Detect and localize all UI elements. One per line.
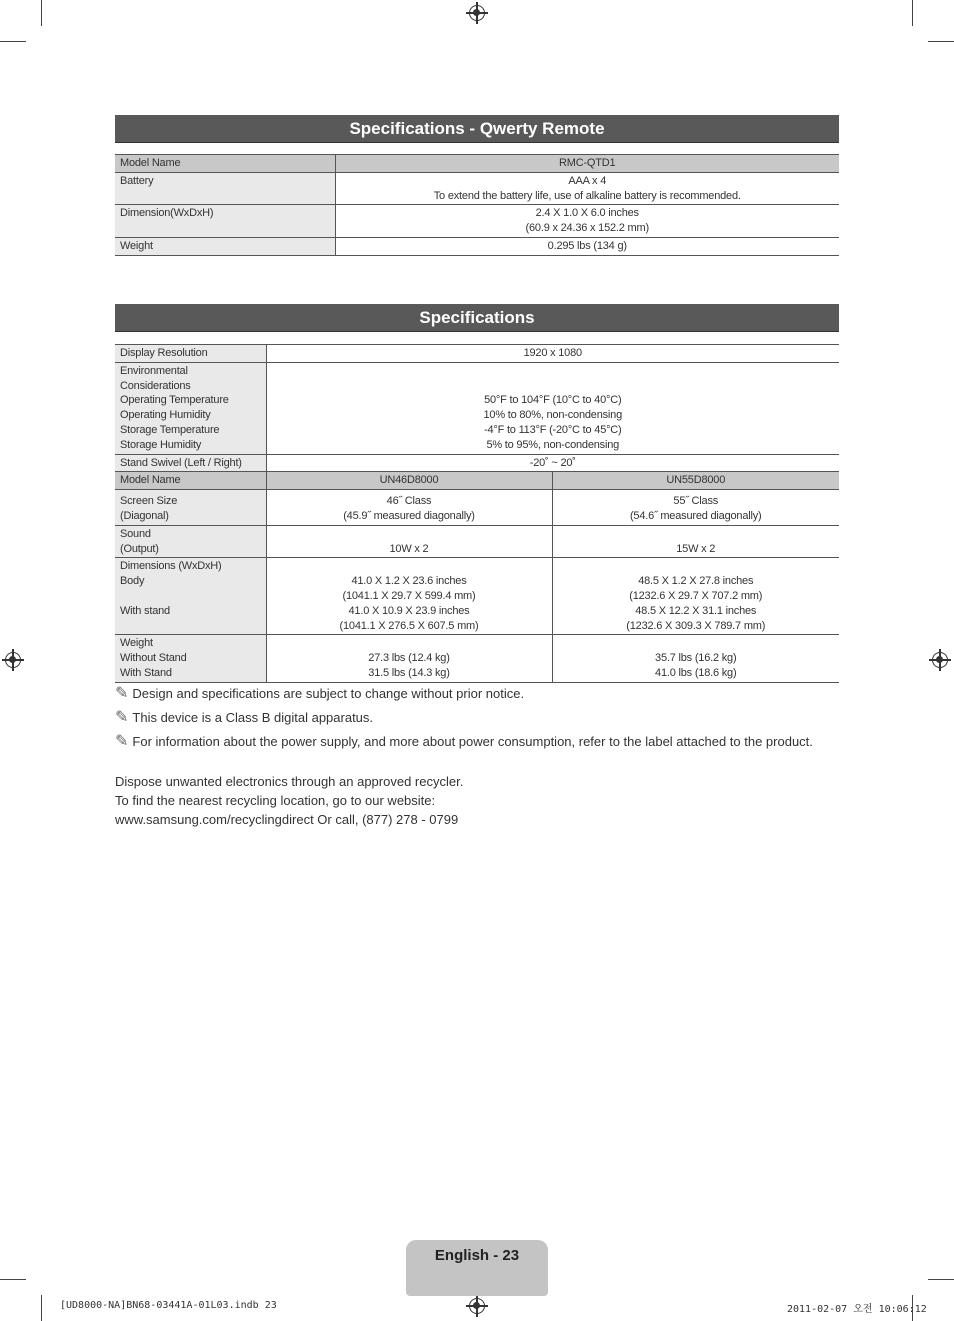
label-line: (Diagonal) xyxy=(120,509,169,522)
table-row xyxy=(115,454,839,472)
value-line: -4°F to 113°F (-20°C to 45°C) xyxy=(483,423,622,436)
label-line: Environmental Considerations xyxy=(120,364,191,392)
registration-mark-icon xyxy=(932,652,948,668)
table-row xyxy=(115,490,839,526)
label-line: Sound xyxy=(120,527,151,540)
value-line: 2.4 X 1.0 X 6.0 inches xyxy=(535,207,639,220)
table-row xyxy=(115,345,839,363)
crop-mark xyxy=(928,1279,954,1280)
label-line: Operating Humidity xyxy=(120,409,211,422)
row-value xyxy=(335,172,839,205)
table-row xyxy=(115,205,839,238)
registration-mark-icon xyxy=(5,652,21,668)
row-value: 1920 x 1080 xyxy=(266,345,839,363)
row-label xyxy=(115,490,266,526)
label-line: Without Stand xyxy=(120,652,187,665)
row-label: Battery xyxy=(115,172,335,205)
value-line: 5% to 95%, non-condensing xyxy=(486,438,620,451)
note-text: Design and specifications are subject to change without prior notice. xyxy=(132,686,525,701)
remote-spec-title: Specifications - Qwerty Remote xyxy=(115,115,839,143)
value-line: (60.9 x 24.36 x 152.2 mm) xyxy=(525,222,649,235)
row-label: Model Name xyxy=(115,155,335,173)
value-line: 10% to 80%, non-condensing xyxy=(483,409,622,422)
model-b-value xyxy=(552,558,839,635)
spec-table xyxy=(115,344,839,683)
value-line: (45.9˝ measured diagonally) xyxy=(343,509,475,522)
spec-title: Specifications xyxy=(115,304,839,332)
remote-spec-table xyxy=(115,154,839,256)
value-line: 35.7 lbs (16.2 kg) xyxy=(655,652,737,665)
table-row xyxy=(115,172,839,205)
value-line: 41.0 lbs (18.6 kg) xyxy=(655,666,737,679)
label-line: Weight xyxy=(120,637,153,650)
label-line: (Output) xyxy=(120,542,159,555)
model-b-value: 15W x 2 xyxy=(552,525,839,558)
row-label xyxy=(115,635,266,682)
table-row xyxy=(115,237,839,255)
pencil-icon: ✎ xyxy=(115,685,129,702)
table-row xyxy=(115,635,839,682)
row-label xyxy=(115,362,266,454)
value-line: 55˝ Class xyxy=(673,495,719,508)
label-line: Storage Temperature xyxy=(120,423,220,436)
model-a-value xyxy=(266,635,552,682)
value-line: (1041.1 X 276.5 X 607.5 mm) xyxy=(339,619,479,632)
model-b: UN55D8000 xyxy=(552,472,839,490)
crop-mark xyxy=(41,1295,42,1321)
value-line: (1232.6 X 309.3 X 789.7 mm) xyxy=(626,619,766,632)
row-value xyxy=(266,362,839,454)
value-line: (54.6˝ measured diagonally) xyxy=(629,509,762,522)
dispose-line: To find the nearest recycling location, go to our website: xyxy=(115,793,436,808)
label-line: With stand xyxy=(120,604,170,617)
crop-mark xyxy=(928,41,954,42)
value-line: 41.0 X 10.9 X 23.9 inches xyxy=(348,604,470,617)
row-label: Dimension(WxDxH) xyxy=(115,205,335,238)
row-label: Weight xyxy=(115,237,335,255)
label-line: With Stand xyxy=(120,666,172,679)
registration-mark-icon xyxy=(469,5,485,21)
table-row xyxy=(115,472,839,490)
model-b-value xyxy=(552,490,839,526)
table-row xyxy=(115,362,839,454)
value-line: (1041.1 X 29.7 X 599.4 mm) xyxy=(342,589,476,602)
row-value: 0.295 lbs (134 g) xyxy=(335,237,839,255)
crop-mark xyxy=(41,0,42,26)
slug-right: 2011-02-07 오전 10:06:12 xyxy=(787,1304,927,1315)
value-line: 48.5 X 1.2 X 27.8 inches xyxy=(638,575,754,588)
table-row xyxy=(115,155,839,173)
note-item xyxy=(115,707,855,731)
model-a-value: 10W x 2 xyxy=(266,525,552,558)
row-value: RMC-QTD1 xyxy=(335,155,839,173)
note-text: For information about the power supply, and more about power consumption, refer to the label attached to the product. xyxy=(132,734,813,749)
value-line: 46˝ Class xyxy=(386,495,432,508)
value-line: AAA x 4 xyxy=(568,174,607,187)
model-b-value xyxy=(552,635,839,682)
value-line: 31.5 lbs (14.3 kg) xyxy=(368,666,450,679)
crop-mark xyxy=(0,41,26,42)
table-row xyxy=(115,558,839,635)
model-a-value xyxy=(266,558,552,635)
label-line: Screen Size xyxy=(120,495,178,508)
value-line: (1232.6 X 29.7 X 707.2 mm) xyxy=(629,589,763,602)
dispose-info xyxy=(115,772,463,829)
page-number-badge: English - 23 xyxy=(406,1240,548,1296)
value-line: 50°F to 104°F (10°C to 40°C) xyxy=(484,394,622,407)
label-line: Body xyxy=(120,575,145,588)
pencil-icon: ✎ xyxy=(115,709,129,726)
row-label: Stand Swivel (Left / Right) xyxy=(115,454,266,472)
row-label: Model Name xyxy=(115,472,266,490)
value-line: 41.0 X 1.2 X 23.6 inches xyxy=(351,575,467,588)
value-line: To extend the battery life, use of alkaline battery is recommended. xyxy=(433,189,741,202)
slug-left: [UD8000-NA]BN68-03441A-01L03.indb 23 xyxy=(60,1300,277,1311)
model-a: UN46D8000 xyxy=(266,472,552,490)
note-item xyxy=(115,683,855,707)
row-label xyxy=(115,558,266,635)
dispose-line: www.samsung.com/recyclingdirect Or call, (877) 278 - 0799 xyxy=(115,812,459,827)
value-line: 48.5 X 12.2 X 31.1 inches xyxy=(635,604,757,617)
row-value xyxy=(335,205,839,238)
registration-mark-icon xyxy=(469,1298,485,1314)
value-line: 27.3 lbs (12.4 kg) xyxy=(368,652,450,665)
dispose-line: Dispose unwanted electronics through an approved recycler. xyxy=(115,774,464,789)
row-value: -20˚ ~ 20˚ xyxy=(266,454,839,472)
label-line: Dimensions (WxDxH) xyxy=(120,560,222,573)
label-line: Storage Humidity xyxy=(120,438,202,451)
pencil-icon: ✎ xyxy=(115,733,129,750)
note-item xyxy=(115,731,855,755)
table-row xyxy=(115,525,839,558)
model-a-value xyxy=(266,490,552,526)
note-text: This device is a Class B digital apparatus. xyxy=(132,710,374,725)
crop-mark xyxy=(912,0,913,26)
notes-list xyxy=(115,683,855,755)
row-label xyxy=(115,525,266,558)
row-label: Display Resolution xyxy=(115,345,266,363)
crop-mark xyxy=(0,1279,26,1280)
label-line: Operating Temperature xyxy=(120,394,229,407)
